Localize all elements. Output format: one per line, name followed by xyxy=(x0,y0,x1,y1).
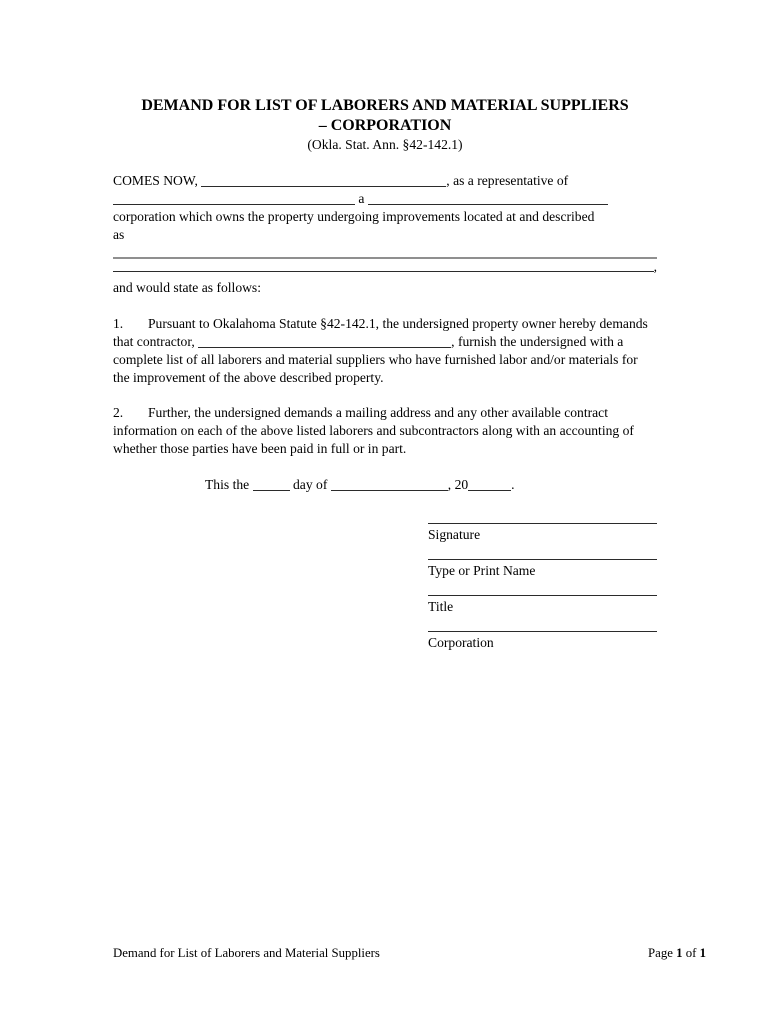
as-word-text: as xyxy=(113,227,125,242)
title-block xyxy=(113,96,657,154)
signature-block xyxy=(428,523,657,652)
title-label: Title xyxy=(428,599,454,614)
representative-name-blank[interactable] xyxy=(201,174,446,187)
corporation-line[interactable] xyxy=(428,631,657,652)
paragraph-1 xyxy=(113,315,657,387)
date-middle-text: day of xyxy=(293,477,328,492)
paragraph-1-text-before: Pursuant to Okalahoma Statute §42-142.1, the undersigned property owner hereby demands that contractor, xyxy=(113,316,648,349)
footer-page-number: 1 xyxy=(676,946,683,960)
state-as-follows-text: and would state as follows: xyxy=(113,280,261,295)
corporation-label: Corporation xyxy=(428,635,494,650)
document-title-line2: – CORPORATION xyxy=(318,117,452,134)
title-line[interactable] xyxy=(428,595,657,616)
page-footer xyxy=(113,945,706,961)
corporation-state-blank[interactable] xyxy=(368,192,608,205)
a-word-text: a xyxy=(358,191,365,206)
property-description-blank-line-2[interactable] xyxy=(113,271,654,272)
representative-of-text: , as a representative of xyxy=(446,173,569,188)
date-line xyxy=(205,476,657,494)
paragraph-2-number: 2. xyxy=(113,405,124,420)
intro-paragraph xyxy=(113,172,657,244)
signature-line[interactable] xyxy=(428,523,657,544)
corporation-name-blank[interactable] xyxy=(113,192,355,205)
document-title-line1: DEMAND FOR LIST OF LABORERS AND MATERIAL SUPPLIERS xyxy=(141,97,629,114)
trailing-comma-text: , xyxy=(653,259,657,274)
day-blank[interactable] xyxy=(253,478,290,491)
year-prefix-text: , 20 xyxy=(447,477,469,492)
footer-page-total: 1 xyxy=(699,946,706,960)
date-prefix-text: This the xyxy=(205,477,250,492)
print-name-label: Type or Print Name xyxy=(428,563,536,578)
paragraph-1-number: 1. xyxy=(113,316,124,331)
property-description-row xyxy=(113,259,657,276)
statute-reference: (Okla. Stat. Ann. §42-142.1) xyxy=(307,137,463,152)
corporation-clause-text: corporation which owns the property undergoing improvements located at and described xyxy=(113,209,595,224)
contractor-name-blank[interactable] xyxy=(198,335,451,348)
footer-document-name: Demand for List of Laborers and Material Suppliers xyxy=(113,946,380,960)
print-name-line[interactable] xyxy=(428,559,657,580)
year-blank[interactable] xyxy=(468,478,511,491)
paragraph-2-text: Further, the undersigned demands a mailing address and any other available contract information on each of the above listed laborers and subcontractors along with an accounting of whether those parties have been paid in full or in part. xyxy=(113,405,634,456)
paragraph-2 xyxy=(113,404,657,458)
footer-page-indicator: Page 1 of 1 xyxy=(648,946,706,960)
month-blank[interactable] xyxy=(331,478,448,491)
signature-label: Signature xyxy=(428,527,481,542)
date-suffix-text: . xyxy=(511,477,515,492)
paragraph-1-text-after: , furnish the undersigned with a complete list of all laborers and material suppliers who have furnished labor and/or materials for the improvement of the above described property. xyxy=(113,334,638,385)
comes-now-text: COMES NOW, xyxy=(113,173,198,188)
